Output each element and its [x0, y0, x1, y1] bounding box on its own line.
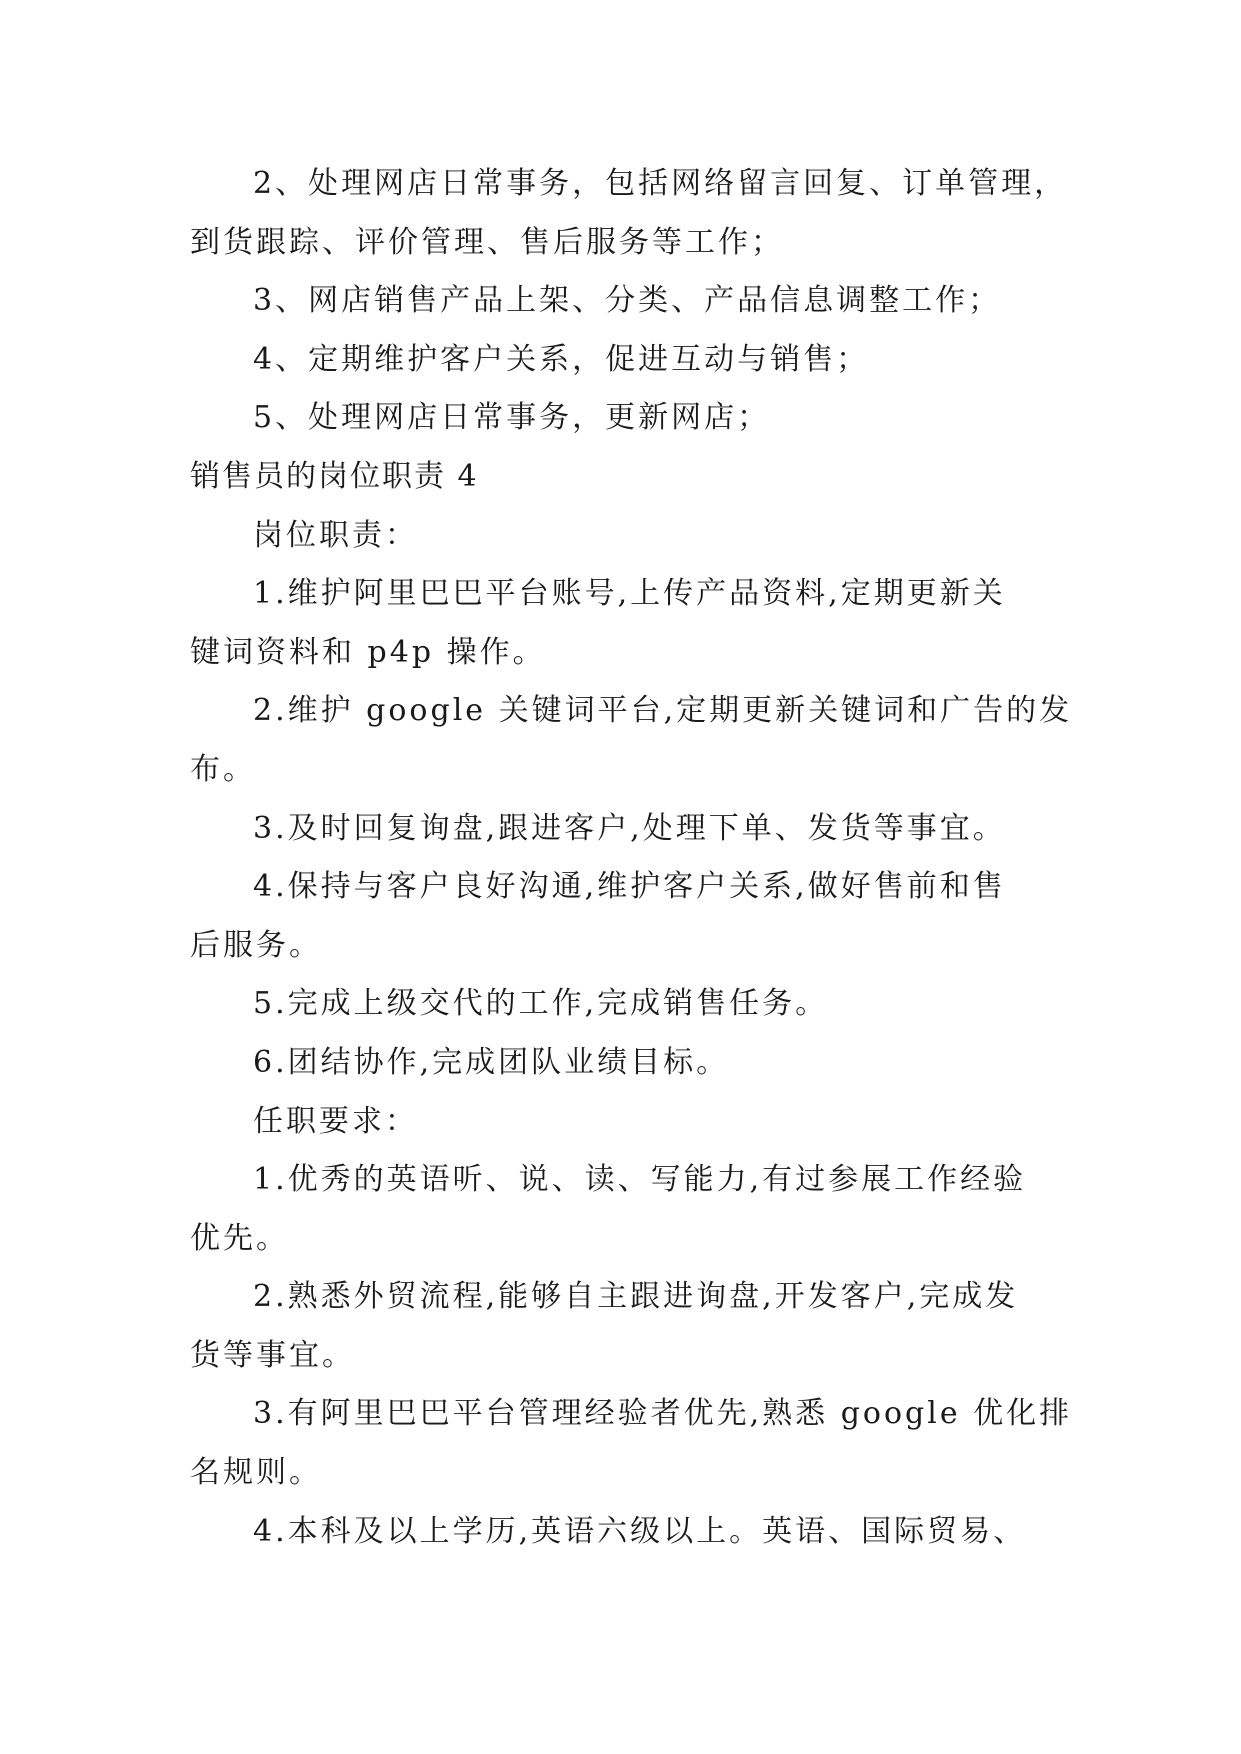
paragraph-line: 2、处理网店日常事务，包括网络留言回复、订单管理，	[253, 166, 1068, 201]
paragraph-line: 布。	[190, 751, 256, 787]
paragraph-line: 键词资料和 p4p 操作。	[190, 634, 546, 670]
document-page	[190, 155, 1073, 1561]
paragraph-line: 5、处理网店日常事务，更新网店；	[253, 400, 771, 436]
paragraph-line: 3.及时回复询盘,跟进客户,处理下单、发货等事宜。	[253, 810, 1006, 846]
paragraph-line: 1.优秀的英语听、说、读、写能力,有过参展工作经验	[253, 1162, 1027, 1198]
paragraph-line: 3、网店销售产品上架、分类、产品信息调整工作；	[253, 283, 1002, 319]
paragraph-line: 货等事宜。	[190, 1337, 355, 1373]
paragraph-line: 2.维护 google 关键词平台,定期更新关键词和广告的发	[253, 693, 1073, 729]
paragraph-line: 5.完成上级交代的工作,完成销售任务。	[253, 986, 829, 1022]
subsection-label: 岗位职责：	[253, 517, 418, 553]
paragraph-line: 后服务。	[190, 927, 322, 963]
paragraph-line: 3.有阿里巴巴平台管理经验者优先,熟悉 google 优化排	[253, 1396, 1073, 1432]
paragraph-line: 2.熟悉外贸流程,能够自主跟进询盘,开发客户,完成发	[253, 1279, 1019, 1315]
section-heading: 销售员的岗位职责 4	[190, 458, 479, 494]
paragraph-line: 4.本科及以上学历,英语六级以上。英语、国际贸易、	[253, 1513, 1027, 1549]
paragraph-line: 6.团结协作,完成团队业绩目标。	[253, 1044, 730, 1080]
paragraph-line: 到货跟踪、评价管理、售后服务等工作；	[190, 224, 784, 260]
subsection-label: 任职要求：	[253, 1103, 418, 1139]
paragraph-line: 名规则。	[190, 1455, 322, 1491]
paragraph-line: 优先。	[190, 1220, 289, 1256]
paragraph-line: 4、定期维护客户关系，促进互动与销售；	[253, 341, 870, 377]
paragraph-line: 4.保持与客户良好沟通,维护客户关系,做好售前和售	[253, 869, 1006, 905]
paragraph-line: 1.维护阿里巴巴平台账号,上传产品资料,定期更新关	[253, 576, 1006, 612]
